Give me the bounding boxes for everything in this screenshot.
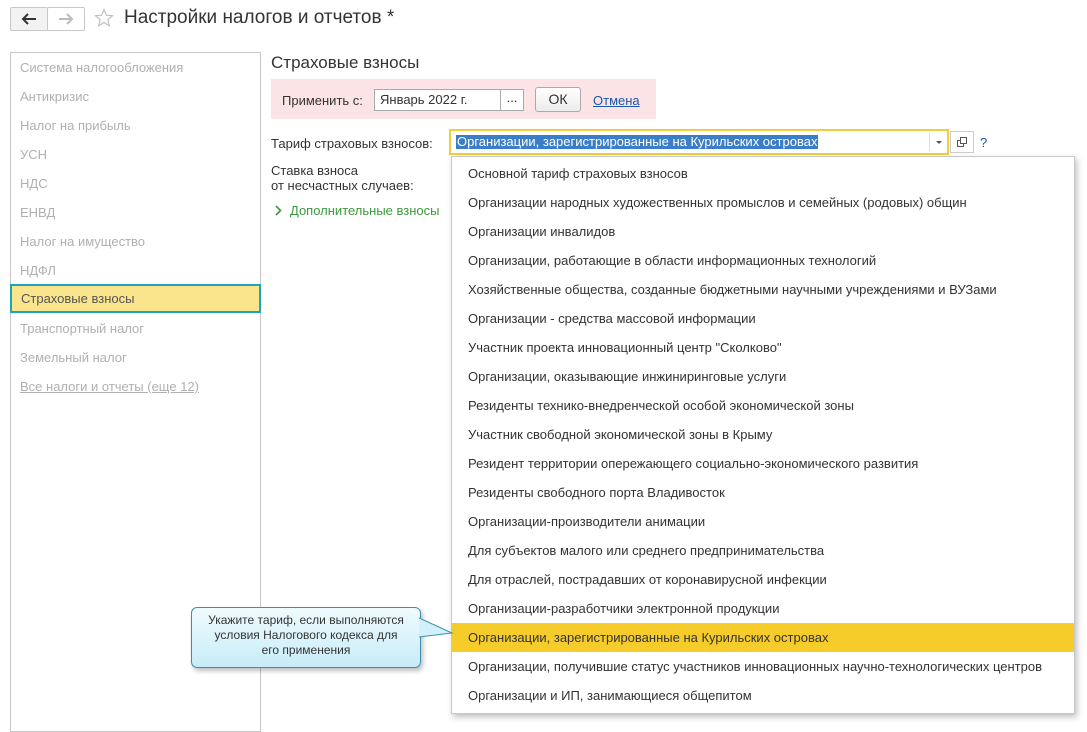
apply-label: Применить с: bbox=[282, 93, 363, 108]
arrow-left-icon bbox=[21, 13, 37, 25]
back-button[interactable] bbox=[10, 7, 48, 31]
arrow-right-icon bbox=[58, 13, 74, 25]
page-title: Настройки налогов и отчетов * bbox=[124, 7, 395, 28]
extra-contributions-toggle[interactable] bbox=[275, 203, 440, 218]
list-item[interactable]: Организации - средства массовой информации bbox=[468, 311, 756, 326]
hint-callout bbox=[191, 607, 421, 668]
accident-rate-label bbox=[271, 163, 414, 193]
list-item[interactable]: Резидент территории опережающего социально-экономического развития bbox=[468, 456, 919, 471]
chevron-right-icon bbox=[275, 205, 282, 216]
sidebar-item-all-taxes[interactable]: Все налоги и отчеты (еще 12) bbox=[20, 379, 199, 394]
forward-button[interactable] bbox=[47, 7, 85, 31]
hint-callout-pointer bbox=[419, 615, 455, 641]
hint-line1: Укажите тариф, если выполняются bbox=[208, 613, 404, 627]
list-item[interactable]: Для отраслей, пострадавших от коронавирусной инфекции bbox=[468, 572, 827, 587]
sidebar-item-transport-tax[interactable]: Транспортный налог bbox=[20, 321, 145, 336]
sidebar-item-ndfl[interactable]: НДФЛ bbox=[20, 263, 56, 278]
hint-line2: условия Налогового кодекса для bbox=[214, 628, 398, 642]
open-form-button[interactable] bbox=[950, 131, 974, 153]
list-item[interactable]: Участник свободной экономической зоны в Крыму bbox=[468, 427, 773, 442]
apply-panel bbox=[271, 79, 656, 119]
sidebar-item-anticrisis[interactable]: Антикризис bbox=[20, 89, 89, 104]
ok-button[interactable]: ОК bbox=[535, 87, 581, 112]
sidebar-item-envd[interactable]: ЕНВД bbox=[20, 205, 56, 220]
chevron-down-icon[interactable] bbox=[935, 136, 943, 151]
favorite-button[interactable] bbox=[94, 8, 114, 31]
sidebar-item-usn[interactable]: УСН bbox=[20, 147, 48, 162]
tariff-dropdown-list bbox=[451, 156, 1075, 714]
date-select-button[interactable]: ... bbox=[500, 89, 524, 111]
list-item[interactable]: Организации народных художественных промыслов и семейных (родовых) общин bbox=[468, 195, 967, 210]
sidebar-item-vat[interactable]: НДС bbox=[20, 176, 48, 191]
list-item[interactable]: Резиденты технико-внедренческой особой экономической зоны bbox=[468, 398, 854, 413]
list-item[interactable]: Организации, работающие в области информационных технологий bbox=[468, 253, 877, 268]
apply-date-input[interactable]: Январь 2022 г. bbox=[374, 89, 501, 111]
sidebar-item-tax-system[interactable]: Система налогообложения bbox=[20, 60, 184, 75]
list-item-selected[interactable]: Организации, зарегистрированные на Курильских островах bbox=[452, 623, 1074, 652]
list-item[interactable]: Для субъектов малого или среднего предпринимательства bbox=[468, 543, 825, 558]
accident-rate-line1: Ставка взноса bbox=[271, 163, 359, 178]
list-item[interactable]: Организации, получившие статус участников инновационных научно-технологических центров bbox=[468, 659, 1042, 674]
cancel-link[interactable]: Отмена bbox=[593, 93, 640, 108]
list-item[interactable]: Организации-разработчики электронной продукции bbox=[468, 601, 780, 616]
tariff-value: Организации, зарегистрированные на Курильских островах bbox=[457, 134, 818, 149]
list-item[interactable]: Организации, оказывающие инжиниринговые услуги bbox=[468, 369, 787, 384]
list-item[interactable]: Организации и ИП, занимающиеся общепитом bbox=[468, 688, 752, 703]
open-window-icon bbox=[956, 136, 968, 148]
extra-contributions-label: Дополнительные взносы bbox=[290, 203, 440, 218]
list-item[interactable]: Организации-производители анимации bbox=[468, 514, 706, 529]
help-icon[interactable]: ? bbox=[980, 135, 988, 150]
tariff-label: Тариф страховых взносов: bbox=[271, 136, 433, 151]
list-item[interactable]: Участник проекта инновационный центр "Сколково" bbox=[468, 340, 782, 355]
sidebar-item-insurance[interactable]: Страховые взносы bbox=[10, 284, 261, 313]
list-item[interactable]: Хозяйственные общества, созданные бюджетными научными учреждениями и ВУЗами bbox=[468, 282, 997, 297]
sidebar-item-profit-tax[interactable]: Налог на прибыль bbox=[20, 118, 131, 133]
hint-line3: его применения bbox=[261, 643, 351, 657]
list-item[interactable]: Резиденты свободного порта Владивосток bbox=[468, 485, 725, 500]
section-title: Страховые взносы bbox=[271, 53, 420, 72]
sidebar-item-land-tax[interactable]: Земельный налог bbox=[20, 350, 127, 365]
star-icon bbox=[94, 8, 114, 28]
tariff-divider bbox=[929, 133, 930, 151]
list-item[interactable]: Основной тариф страховых взносов bbox=[468, 166, 688, 181]
tariff-select[interactable] bbox=[449, 129, 949, 155]
list-item[interactable]: Организации инвалидов bbox=[468, 224, 616, 239]
sidebar-item-property-tax[interactable]: Налог на имущество bbox=[20, 234, 146, 249]
accident-rate-line2: от несчастных случаев: bbox=[271, 178, 414, 193]
